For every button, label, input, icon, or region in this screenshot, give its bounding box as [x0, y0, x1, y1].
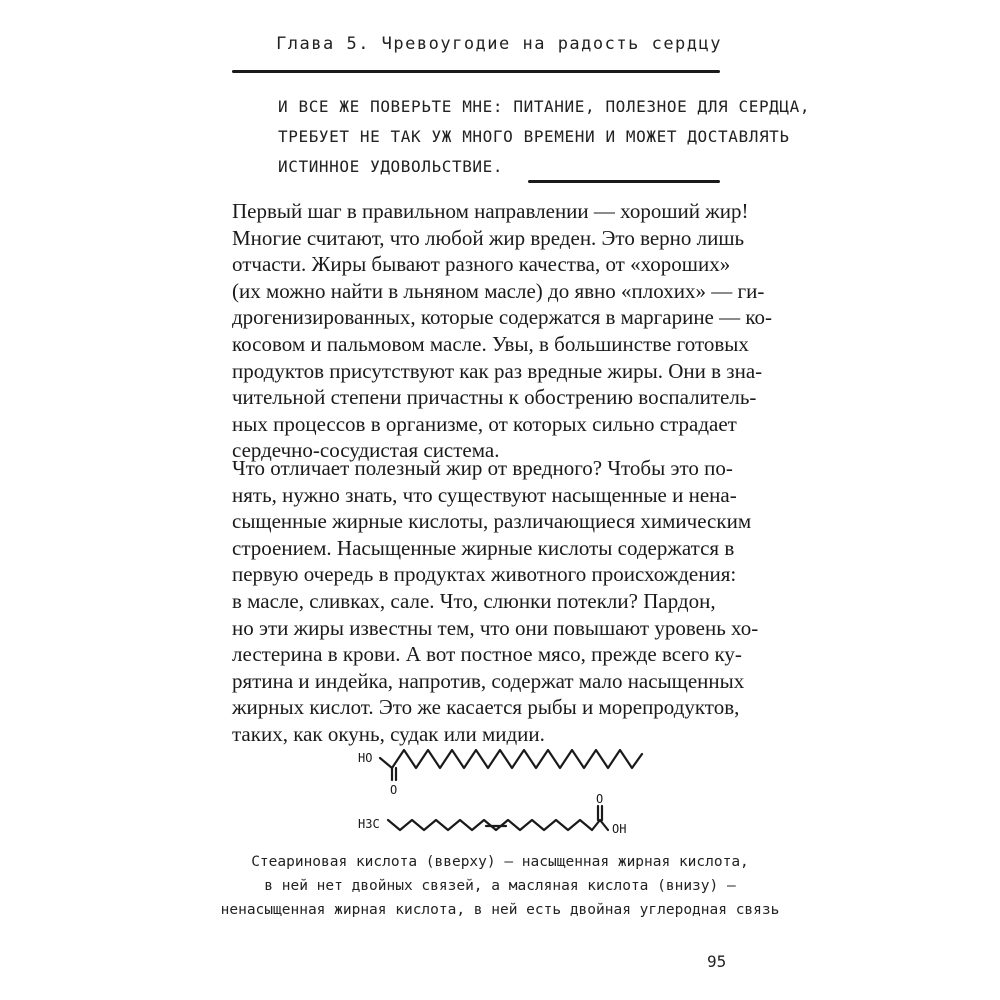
text-line: (их можно найти в льняном масле) до явно «плохих» — ги- [232, 278, 765, 303]
page-number: 95 [707, 952, 727, 971]
caption-line: в ней нет двойных связей, а масляная кислота (внизу) — [264, 878, 736, 894]
text-line: сыщенные жирные кислоты, различающиеся химическим [232, 509, 752, 534]
text-line: продуктов присутствуют как раз вредные жиры. Они в зна- [232, 358, 763, 383]
text-line: ных процессов в организме, от которых сильно страдает [232, 411, 737, 436]
text-line: строением. Насыщенные жирные кислоты содержатся в [232, 535, 735, 560]
paragraph-2 [232, 455, 772, 748]
label-h3c: H3C [358, 817, 380, 831]
text-line: чительной степени причастны к обострению воспалитель- [232, 385, 757, 410]
text-line: Первый шаг в правильном направлении — хороший жир! [232, 199, 749, 223]
caption-line: Стеариновая кислота (вверху) — насыщенная жирная кислота, [251, 854, 749, 870]
quote-rule [528, 180, 720, 183]
text-line: дрогенизированных, которые содержатся в маргарине — ко- [232, 305, 773, 330]
text-line: сердечно-сосудистая система. [232, 438, 500, 463]
paragraph-1 [232, 198, 772, 464]
text-line: Многие считают, что любой жир вреден. Это верно лишь [232, 225, 745, 250]
text-line: в масле, сливках, сале. Что, слюнки потекли? Пардон, [232, 588, 716, 613]
quote-line: ИСТИННОЕ УДОВОЛЬСТВИЕ. [278, 157, 504, 176]
label-ho: HO [358, 751, 373, 765]
text-line: таких, как окунь, судак или мидии. [232, 721, 545, 746]
text-line: нять, нужно знать, что существуют насыщенные и нена- [232, 482, 737, 507]
text-line: косовом и пальмовом масле. Увы, в большинстве готовых [232, 331, 749, 356]
text-line: Что отличает полезный жир от вредного? Чтобы это по- [232, 456, 733, 480]
figure-caption [200, 850, 800, 922]
text-line: но эти жиры известны тем, что они повышают уровень хо- [232, 615, 759, 640]
text-line: отчасти. Жиры бывают разного качества, от «хороших» [232, 252, 731, 277]
stearic-acid-chain [380, 750, 642, 768]
header-rule [232, 70, 720, 73]
label-o-bottom: O [596, 792, 604, 806]
caption-line: ненасыщенная жирная кислота, в ней есть двойная углеродная связь [220, 902, 780, 918]
label-oh: OH [612, 822, 627, 836]
label-o-top: O [390, 783, 398, 797]
fatty-acid-structures [350, 738, 650, 848]
text-line: лестерина в крови. А вот постное мясо, прежде всего ку- [232, 642, 742, 667]
quote-line: И ВСЕ ЖЕ ПОВЕРЬТЕ МНЕ: ПИТАНИЕ, ПОЛЕЗНОЕ ДЛЯ СЕРДЦА, [278, 97, 811, 116]
text-line: рятина и индейка, напротив, содержат мало насыщенных [232, 668, 745, 693]
quote-line: ТРЕБУЕТ НЕ ТАК УЖ МНОГО ВРЕМЕНИ И МОЖЕТ ДОСТАВЛЯТЬ [278, 127, 790, 146]
text-line: первую очередь в продуктах животного происхождения: [232, 562, 737, 587]
chapter-header: Глава 5. Чревоугодие на радость сердцу [276, 34, 722, 54]
text-line: жирных кислот. Это же касается рыбы и морепродуктов, [232, 695, 740, 720]
pull-quote [278, 92, 811, 182]
